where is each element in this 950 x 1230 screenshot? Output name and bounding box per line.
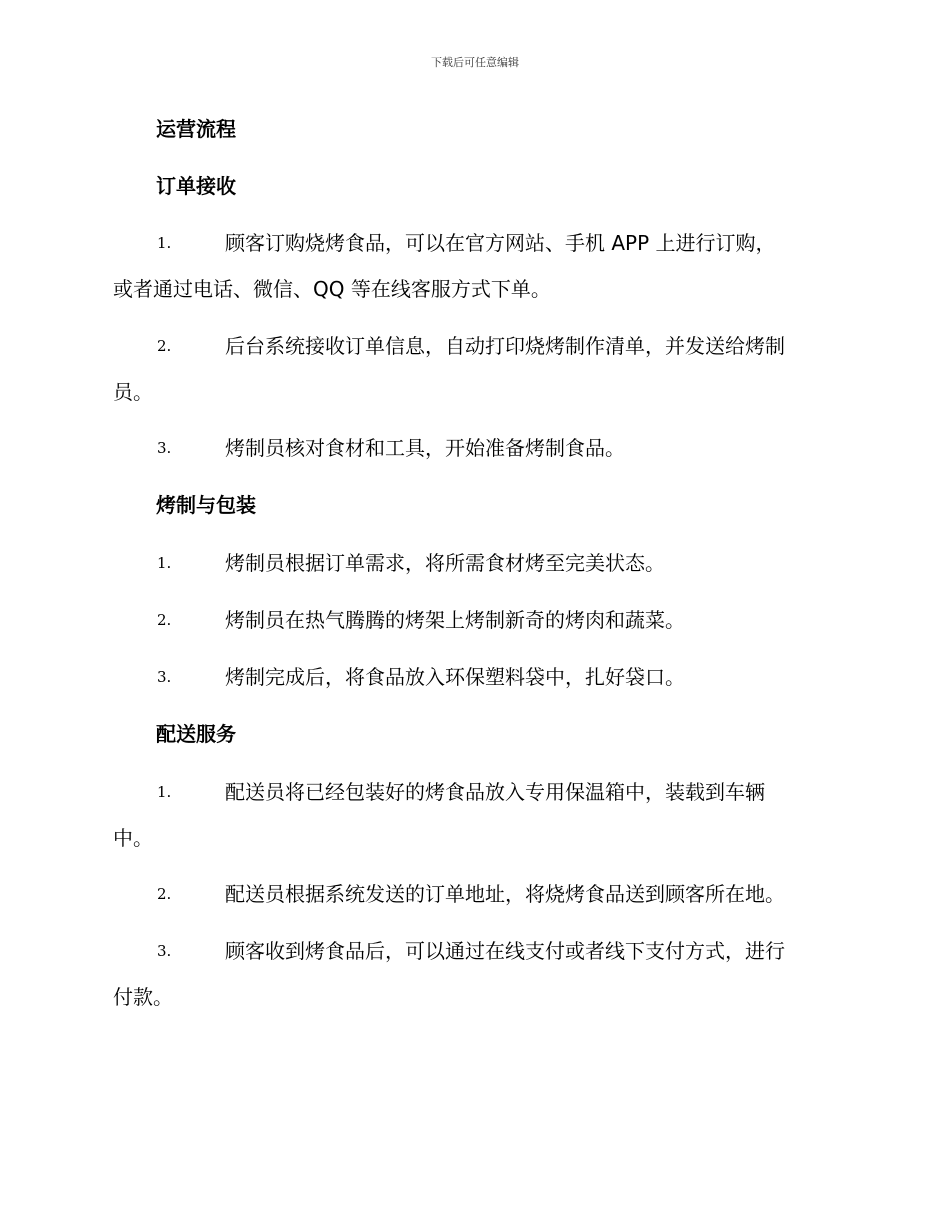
item-text: 烤制完成后，将食品放入环保塑料袋中，扎好袋口。 <box>225 665 685 689</box>
item-text: 烤制员在热气腾腾的烤架上烤制新奇的烤肉和蔬菜。 <box>225 608 685 632</box>
list-item <box>113 654 838 700</box>
list-item <box>113 928 838 1020</box>
item-text-continuation: 付款。 <box>113 985 173 1009</box>
section-heading-delivery-service: 配送服务 <box>156 722 236 746</box>
list-item <box>113 597 838 643</box>
item-text: 烤制员根据订单需求，将所需食材烤至完美状态。 <box>225 551 665 575</box>
item-text: 顾客订购烧烤食品，可以在官方网站、手机 APP 上进行订购， <box>225 231 776 255</box>
section-heading-order-receiving: 订单接收 <box>156 174 236 198</box>
item-number: 1. <box>157 234 172 252</box>
item-text: 后台系统接收订单信息，自动打印烧烤制作清单，并发送给烤制 <box>225 334 785 358</box>
item-text-continuation: 中。 <box>113 826 153 850</box>
item-text-continuation: 或者通过电话、微信、QQ 等在线客服方式下单。 <box>113 277 551 301</box>
item-number: 3. <box>157 668 172 686</box>
list-item <box>113 540 838 586</box>
list-item <box>113 220 838 312</box>
item-text: 烤制员核对食材和工具，开始准备烤制食品。 <box>225 436 625 460</box>
item-text: 配送员将已经包装好的烤食品放入专用保温箱中，装载到车辆 <box>225 780 765 804</box>
list-item <box>113 871 838 917</box>
item-number: 3. <box>157 439 172 457</box>
header-note: 下载后可任意编辑 <box>431 56 519 69</box>
list-item <box>113 769 838 861</box>
section-heading-grilling-packaging: 烤制与包装 <box>156 493 256 517</box>
item-number: 1. <box>157 783 172 801</box>
item-text: 顾客收到烤食品后，可以通过在线支付或者线下支付方式，进行 <box>225 939 785 963</box>
item-number: 2. <box>157 885 172 903</box>
document-title: 运营流程 <box>156 117 236 141</box>
list-item <box>113 425 838 471</box>
item-text-continuation: 员。 <box>113 380 153 404</box>
item-text: 配送员根据系统发送的订单地址，将烧烤食品送到顾客所在地。 <box>225 882 785 906</box>
item-number: 2. <box>157 337 172 355</box>
item-number: 2. <box>157 611 172 629</box>
list-item <box>113 323 838 415</box>
item-number: 3. <box>157 942 172 960</box>
item-number: 1. <box>157 554 172 572</box>
